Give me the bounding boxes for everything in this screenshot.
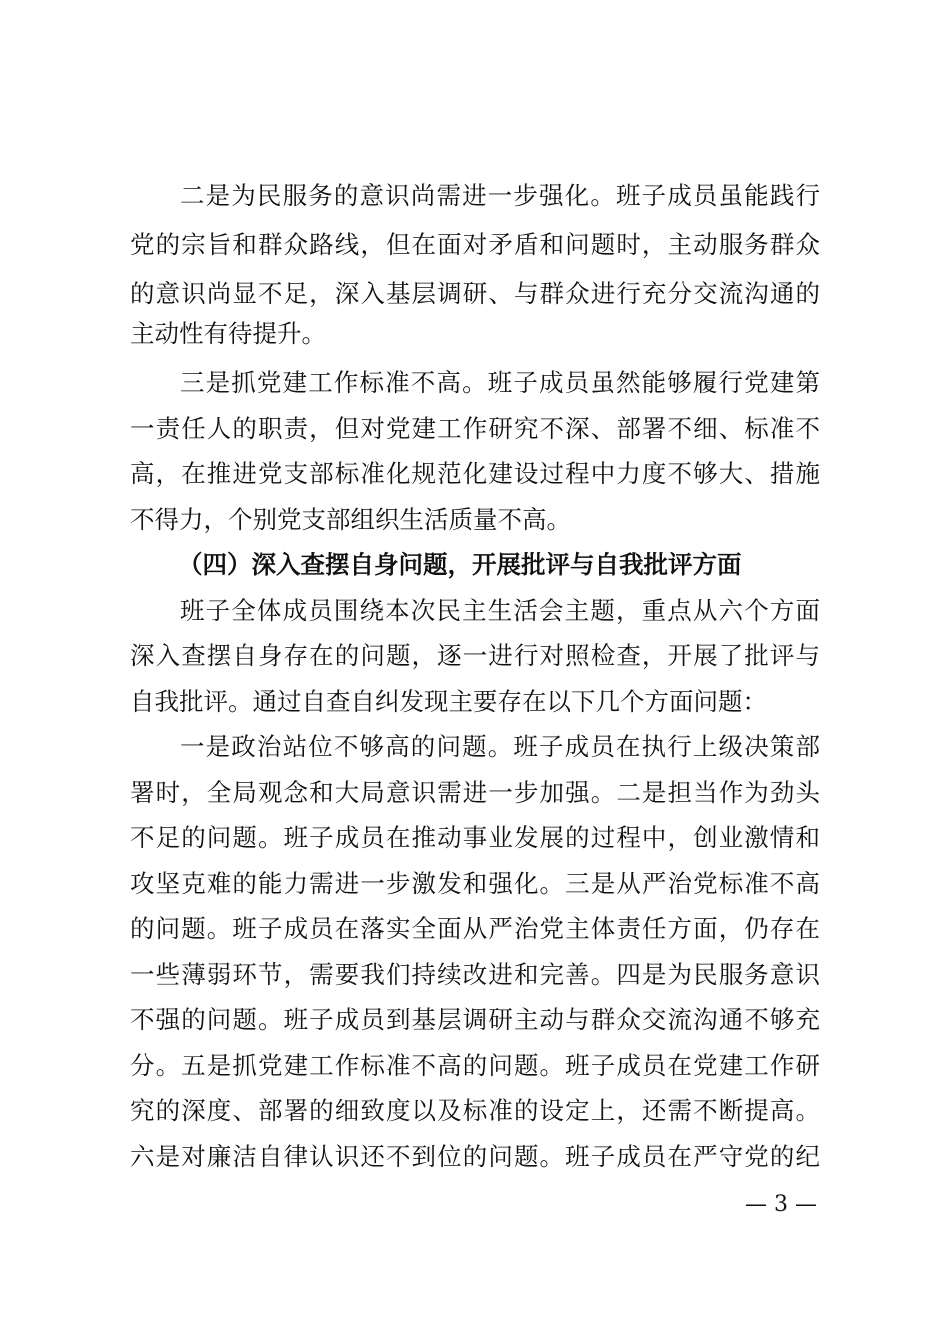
- paragraph-line: 二是为民服务的意识尚需进一步强化。班子成员虽能践行: [180, 181, 820, 210]
- paragraph-line: 分。五是抓党建工作标准不高的问题。班子成员在党建工作研: [130, 1051, 820, 1080]
- paragraph-line: 三是抓党建工作标准不高。班子成员虽然能够履行党建第: [180, 368, 820, 397]
- paragraph-line: 究的深度、部署的细致度以及标准的设定上，还需不断提高。: [130, 1096, 820, 1125]
- page-number: — 3 —: [745, 1192, 817, 1217]
- paragraph-line: 一些薄弱环节，需要我们持续改进和完善。四是为民服务意识: [130, 960, 820, 989]
- paragraph-line: 深入查摆自身存在的问题，逐一进行对照检查，开展了批评与: [130, 641, 820, 670]
- paragraph-line: 高，在推进党支部标准化规范化建设过程中力度不够大、措施: [130, 459, 820, 488]
- paragraph-line: 署时，全局观念和大局意识需进一步加强。二是担当作为劲头: [130, 778, 820, 807]
- paragraph-line: 攻坚克难的能力需进一步激发和强化。三是从严治党标准不高: [130, 869, 820, 898]
- paragraph-line: 主动性有待提升。: [130, 319, 326, 348]
- paragraph-line: 不得力，个别党支部组织生活质量不高。: [130, 505, 571, 534]
- paragraph-line: 班子全体成员围绕本次民主生活会主题，重点从六个方面: [180, 596, 820, 625]
- paragraph-line: 党的宗旨和群众路线，但在面对矛盾和问题时，主动服务群众: [130, 230, 820, 259]
- paragraph-line: 六是对廉洁自律认识还不到位的问题。班子成员在严守党的纪: [130, 1142, 820, 1171]
- paragraph-line: 一责任人的职责，但对党建工作研究不深、部署不细、标准不: [130, 414, 820, 443]
- paragraph-line: 一是政治站位不够高的问题。班子成员在执行上级决策部: [180, 732, 820, 761]
- paragraph-line: 自我批评。通过自查自纠发现主要存在以下几个方面问题：: [130, 687, 767, 716]
- paragraph-line: 的问题。班子成员在落实全面从严治党主体责任方面，仍存在: [130, 914, 820, 943]
- paragraph-line: 不强的问题。班子成员到基层调研主动与群众交流沟通不够充: [130, 1005, 820, 1034]
- paragraph-line: 的意识尚显不足，深入基层调研、与群众进行充分交流沟通的: [130, 279, 820, 308]
- section-heading: （四）深入查摆自身问题，开展批评与自我批评方面: [178, 550, 742, 579]
- paragraph-line: 不足的问题。班子成员在推动事业发展的过程中，创业激情和: [130, 823, 820, 852]
